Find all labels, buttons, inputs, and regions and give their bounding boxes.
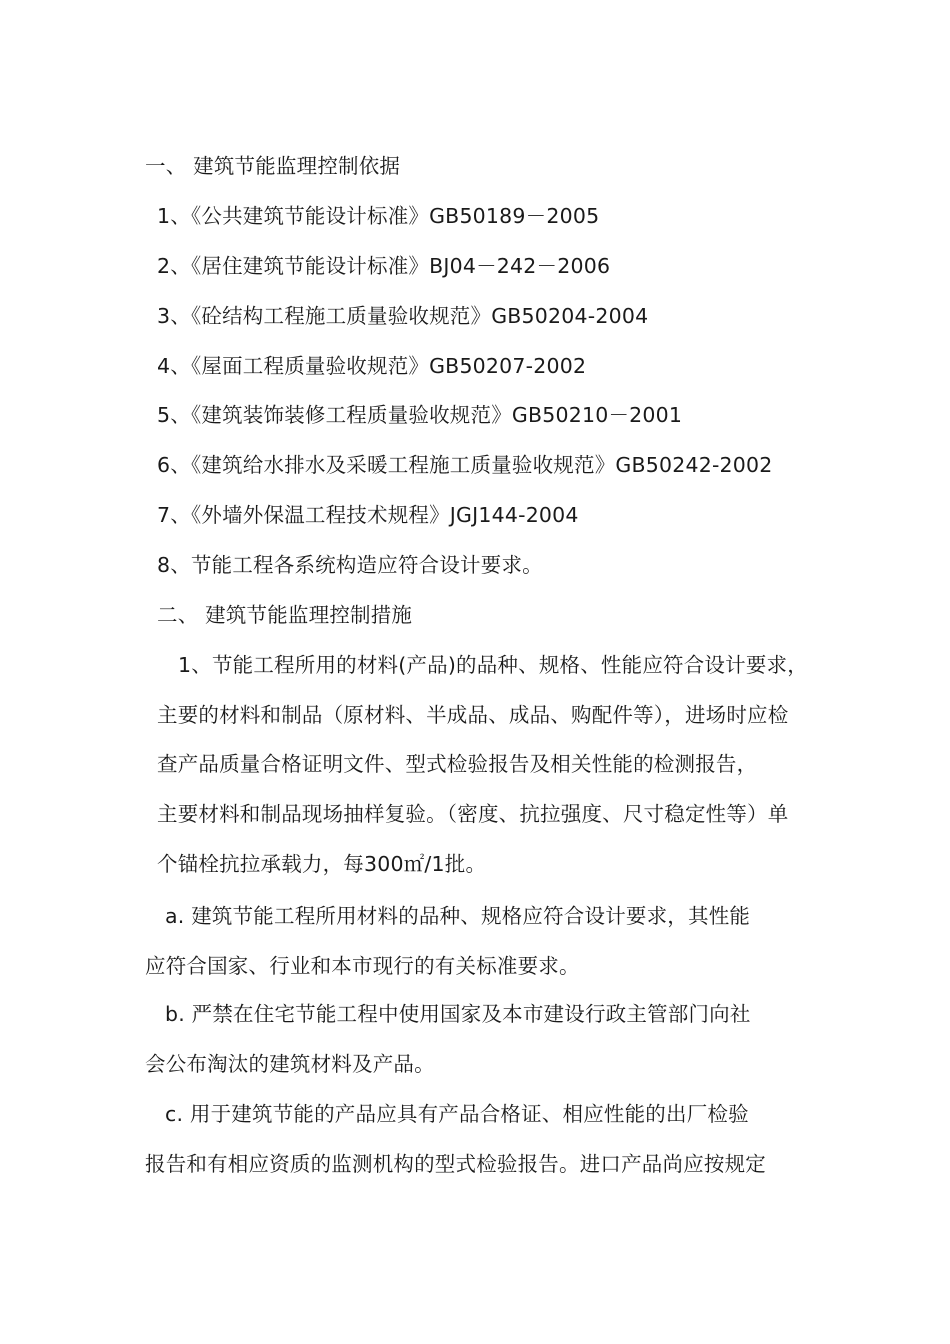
paragraph-c-line-1: c. 用于建筑节能的产品应具有产品合格证、相应性能的出厂检验 — [165, 1102, 749, 1126]
paragraph-a-line-1: a. 建筑节能工程所用材料的品种、规格应符合设计要求，其性能 — [165, 904, 751, 928]
section2-heading: 二、 建筑节能监理控制措施 — [157, 603, 413, 627]
paragraph-b-line-1: b. 严禁在住宅节能工程中使用国家及本市建设行政主管部门向社 — [165, 1002, 751, 1026]
paragraph-1-line-5: 个锚栓抗拉承载力，每300㎡/1批。 — [157, 852, 487, 876]
paragraph-1-line-4: 主要材料和制品现场抽样复验。（密度、抗拉强度、尺寸稳定性等）单 — [157, 802, 789, 826]
basis-item-2: 2、《居住建筑节能设计标准》BJ04－242－2006 — [157, 254, 611, 278]
basis-item-4: 4、《屋面工程质量验收规范》GB50207-2002 — [157, 354, 587, 378]
section1-heading: 一、 建筑节能监理控制依据 — [145, 154, 401, 178]
basis-item-8: 8、节能工程各系统构造应符合设计要求。 — [157, 553, 543, 577]
paragraph-1-line-1: 1、节能工程所用的材料(产品)的品种、规格、性能应符合设计要求， — [178, 653, 808, 677]
basis-item-3: 3、《砼结构工程施工质量验收规范》GB50204-2004 — [157, 304, 649, 328]
basis-item-1: 1、《公共建筑节能设计标准》GB50189－2005 — [157, 204, 600, 228]
paragraph-1-line-3: 查产品质量合格证明文件、型式检验报告及相关性能的检测报告， — [157, 752, 758, 776]
paragraph-1-line-2: 主要的材料和制品（原材料、半成品、成品、购配件等），进场时应检 — [157, 703, 789, 727]
paragraph-b-line-2: 会公布淘汰的建筑材料及产品。 — [145, 1052, 435, 1076]
paragraph-a-line-2: 应符合国家、行业和本市现行的有关标准要求。 — [145, 954, 580, 978]
paragraph-c-line-2: 报告和有相应资质的监测机构的型式检验报告。进口产品尚应按规定 — [145, 1152, 766, 1176]
basis-item-6: 6、《建筑给水排水及采暖工程施工质量验收规范》GB50242-2002 — [157, 453, 773, 477]
basis-item-5: 5、《建筑装饰装修工程质量验收规范》GB50210－2001 — [157, 403, 683, 427]
basis-item-7: 7、《外墙外保温工程技术规程》JGJ144-2004 — [157, 503, 579, 527]
